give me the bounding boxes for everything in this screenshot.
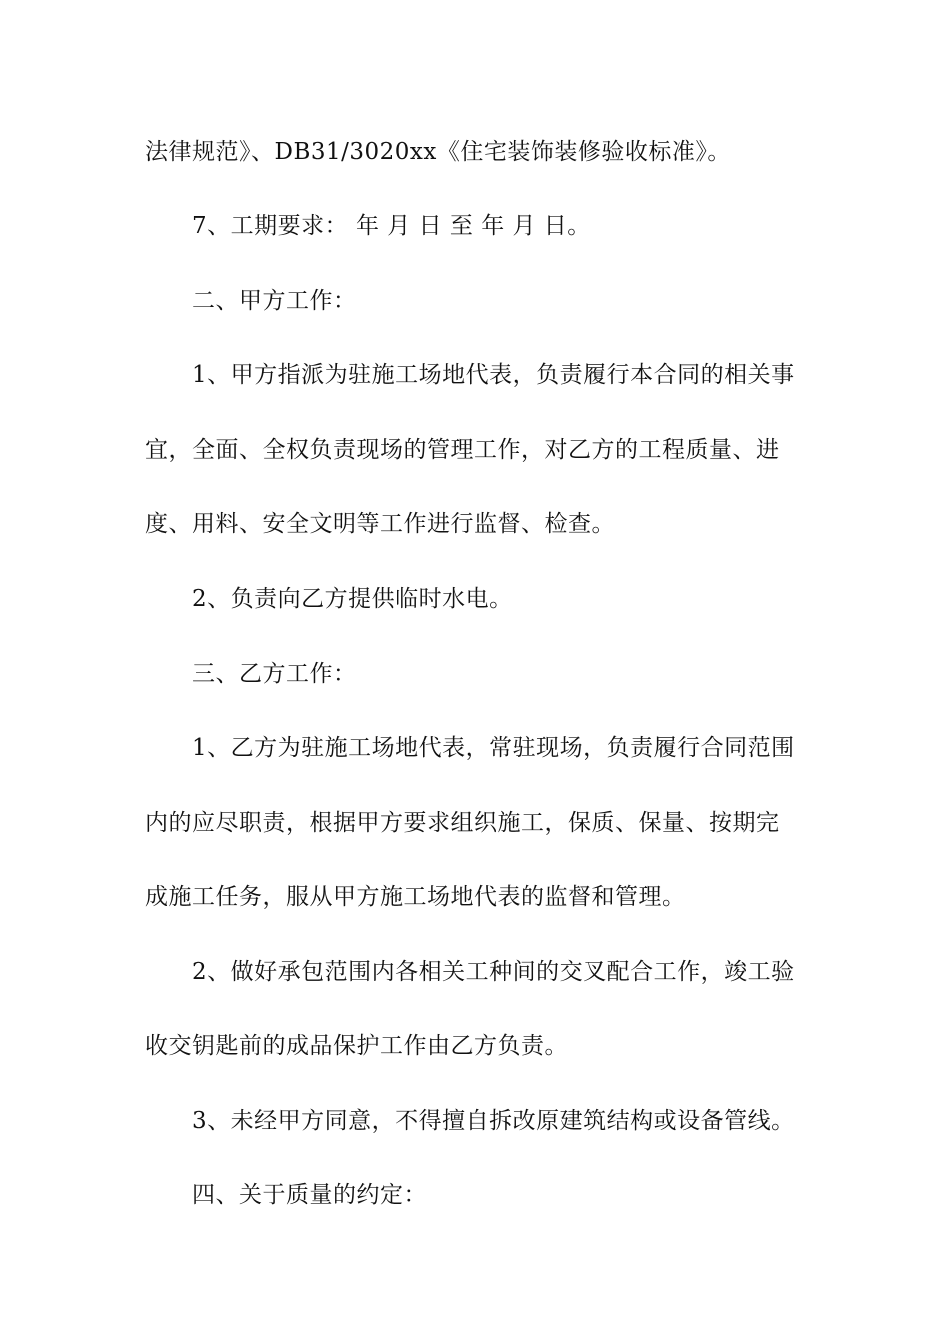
paragraph-line: 内的应尽职责，根据甲方要求组织施工，保质、保量、按期完	[145, 810, 780, 836]
paragraph-line: 法律规范》、DB31/3020xx《住宅装饰装修验收标准》。	[145, 139, 731, 165]
paragraph-line: 3、未经甲方同意，不得擅自拆改原建筑结构或设备管线。	[192, 1108, 795, 1134]
paragraph-line: 宜，全面、全权负责现场的管理工作，对乙方的工程质量、进	[145, 437, 780, 463]
paragraph-line: 度、用料、安全文明等工作进行监督、检查。	[145, 511, 615, 537]
section-heading: 三、乙方工作：	[192, 661, 357, 687]
paragraph-line: 7、工期要求： 年 月 日 至 年 月 日。	[192, 213, 591, 239]
section-heading: 四、关于质量的约定：	[192, 1182, 427, 1208]
section-heading: 二、甲方工作：	[192, 288, 357, 314]
paragraph-line: 成施工任务，服从甲方施工场地代表的监督和管理。	[145, 884, 686, 910]
paragraph-line: 收交钥匙前的成品保护工作由乙方负责。	[145, 1033, 568, 1059]
paragraph-line: 1、乙方为驻施工场地代表，常驻现场，负责履行合同范围	[192, 735, 795, 761]
paragraph-line: 1、甲方指派为驻施工场地代表，负责履行本合同的相关事	[192, 362, 795, 388]
paragraph-line: 2、做好承包范围内各相关工种间的交叉配合工作，竣工验	[192, 959, 795, 985]
paragraph-line: 2、负责向乙方提供临时水电。	[192, 586, 513, 612]
